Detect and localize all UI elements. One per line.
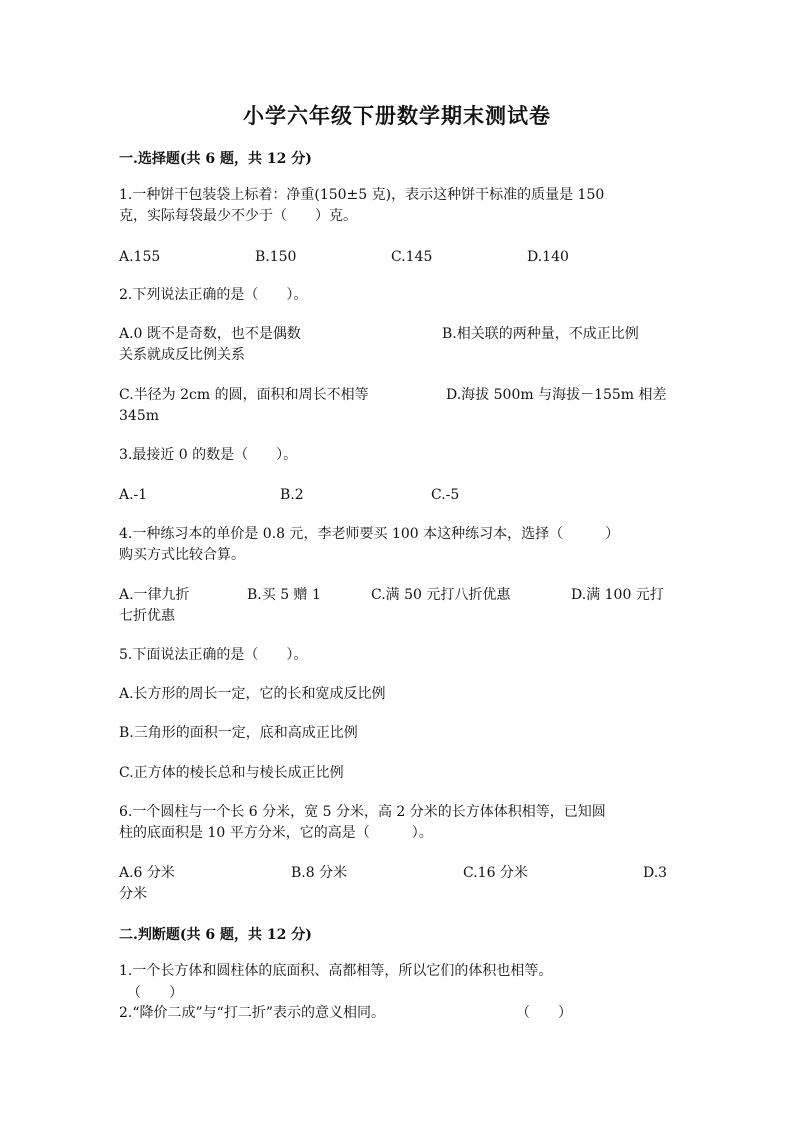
option-a[interactable]: A.0 既不是奇数，也不是偶数 — [119, 326, 301, 342]
option-d-continued: 七折优惠 — [119, 608, 175, 624]
option-b[interactable]: B.8 分米 — [291, 865, 348, 881]
answer-blank[interactable]: （ ） — [127, 985, 183, 1001]
option-d-continued: 345m — [119, 408, 159, 424]
option-b[interactable]: B.2 — [280, 487, 304, 503]
option-a[interactable]: A.-1 — [119, 487, 148, 503]
option-b-continued: 关系就成反比例关系 — [119, 347, 245, 363]
judgment-2: 2.“降价二成”与“打二折”表示的意义相同。 — [119, 1005, 385, 1021]
option-c[interactable]: C.16 分米 — [463, 865, 528, 881]
option-c[interactable]: C.满 50 元打八折优惠 — [371, 587, 511, 603]
question-6-line2: 柱的底面积是 10 平方分米，它的高是（ ）。 — [119, 825, 433, 841]
option-a[interactable]: A.长方形的周长一定，它的长和宽成反比例 — [119, 686, 386, 702]
question-2-options-ab — [119, 324, 675, 366]
question-2: 2.下列说法正确的是（ ）。 — [119, 287, 308, 303]
section-heading-choice: 一.选择题(共 6 题，共 12 分) — [119, 151, 312, 167]
judgment-1: 1.一个长方体和圆柱体的底面积、高都相等，所以它们的体积也相等。 — [119, 963, 553, 979]
question-6-options — [119, 863, 675, 905]
section-heading-true-false: 二.判断题(共 6 题，共 12 分) — [119, 927, 312, 943]
question-3: 3.最接近 0 的数是（ ）。 — [119, 447, 298, 463]
option-d-continued: 分米 — [119, 886, 147, 902]
question-4-options — [119, 585, 675, 627]
question-1-options — [119, 247, 675, 268]
question-1-line1: 1.一种饼干包装袋上标着：净重(150±5 克)，表示这种饼干标准的质量是 150 — [119, 187, 605, 203]
page-title: 小学六年级下册数学期末测试卷 — [243, 103, 551, 128]
question-6-line1: 6.一个圆柱与一个长 6 分米，宽 5 分米，高 2 分米的长方体体积相等，已知圆 — [119, 804, 606, 820]
option-c[interactable]: C.正方体的棱长总和与棱长成正比例 — [119, 765, 344, 781]
option-b[interactable]: B.买 5 赠 1 — [247, 587, 321, 603]
option-b[interactable]: B.相关联的两种量，不成正比例 — [442, 326, 639, 342]
answer-blank[interactable]: （ ） — [516, 1005, 572, 1021]
option-d[interactable]: D.3 — [643, 865, 668, 881]
question-3-options — [119, 485, 675, 506]
question-2-options-cd — [119, 385, 675, 427]
option-a[interactable]: A.155 — [119, 249, 161, 265]
option-d[interactable]: D.140 — [527, 249, 569, 265]
question-4-line2: 购买方式比较合算。 — [119, 547, 245, 563]
option-d[interactable]: D.海拔 500m 与海拔－155m 相差 — [446, 387, 667, 403]
option-c[interactable]: C.-5 — [431, 487, 460, 503]
option-c[interactable]: C.半径为 2cm 的圆，面积和周长不相等 — [119, 387, 369, 403]
question-5: 5.下面说法正确的是（ ）。 — [119, 647, 308, 663]
option-c[interactable]: C.145 — [391, 249, 433, 265]
question-4 — [119, 524, 679, 566]
question-1 — [119, 185, 679, 227]
option-b[interactable]: B.三角形的面积一定，底和高成正比例 — [119, 725, 358, 741]
question-6 — [119, 802, 679, 844]
option-d[interactable]: D.满 100 元打 — [571, 587, 664, 603]
option-a[interactable]: A.一律九折 — [119, 587, 190, 603]
question-4-line1: 4.一种练习本的单价是 0.8 元，李老师要买 100 本这种练习本，选择（ ） — [119, 526, 620, 542]
option-a[interactable]: A.6 分米 — [119, 865, 175, 881]
question-1-line2: 克，实际每袋最少不少于（ ）克。 — [119, 208, 357, 224]
option-b[interactable]: B.150 — [255, 249, 297, 265]
